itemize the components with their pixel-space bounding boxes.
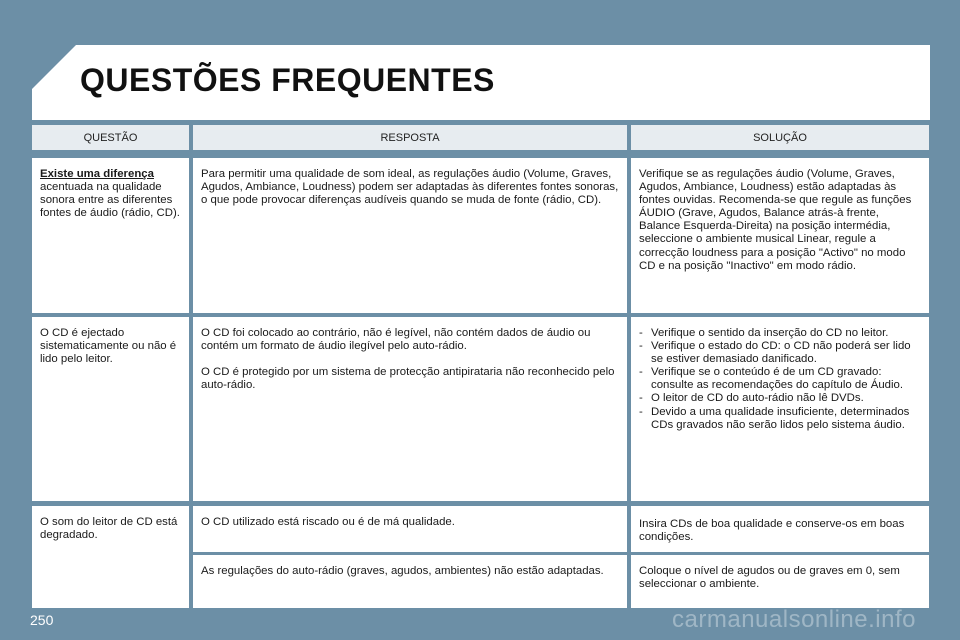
row-1-question-text: acentuada na qualidade sonora entre as diferentes fontes de áudio (rádio, CD).	[40, 181, 180, 220]
row-3-solution-text-1: Insira CDs de boa qualidade e conserve-os em boas condições.	[639, 518, 905, 544]
row-3-answer-text-2: As regulações do auto-rádio (graves, agudos, ambientes) não estão adaptadas.	[201, 565, 604, 577]
header-question: QUESTÃO	[32, 125, 189, 150]
row-1-question-lead: Existe uma diferença	[40, 168, 154, 180]
page-number: 250	[30, 612, 54, 628]
row-2-solution	[631, 317, 929, 501]
list-item: - O leitor de CD do auto-rádio não lê DVDs.	[639, 392, 921, 405]
row-1-answer	[193, 158, 627, 313]
row-3-solution-text-2: Coloque o nível de agudos ou de graves em 0, sem seleccionar o ambiente.	[639, 565, 900, 591]
watermark: carmanualsonline.info	[672, 606, 916, 633]
page-title: QUESTÕES FREQUENTES	[80, 62, 495, 98]
row-2-answer	[193, 317, 627, 501]
row-1-solution-text: Verifique se as regulações áudio (Volume, Graves, Agudos, Ambiance, Loudness) estão adaptadas às fontes ouvidas. Recomenda-se que regule as funções ÁUDIO (Grave, Agudos, Balance atrás-à frente, Balance Esquerda-Direita) na posição intermédia, seleccione o ambiente musical Linear, regule a correcção loudness para a posição "Activo" no modo CD e na posição "Inactivo" em modo rádio.	[639, 168, 912, 272]
row-3-solution-1	[631, 506, 929, 552]
row-2-answer-text-2: O CD é protegido por um sistema de protecção antipirataria não reconhecido pelo auto-rádio.	[201, 366, 615, 392]
row-2-question	[32, 317, 189, 501]
header-solution: SOLUÇÃO	[631, 125, 929, 150]
row-2-question-text: O CD é ejectado sistematicamente ou não é lido pelo leitor.	[40, 327, 177, 366]
row-2-solution-list	[639, 327, 921, 432]
row-2-answer-text-1: O CD foi colocado ao contrário, não é legível, não contém dados de áudio ou contém um formato de áudio ilegível pelo auto-rádio.	[201, 327, 591, 353]
list-item: - Verifique o estado do CD: o CD não poderá ser lido se estiver demasiado danificado.	[639, 340, 921, 366]
row-3-question-text: O som do leitor de CD está degradado.	[40, 516, 178, 542]
row-1-solution	[631, 158, 929, 313]
row-3-solution-2	[631, 555, 929, 608]
header-answer: RESPOSTA	[193, 125, 627, 150]
row-1-question	[32, 158, 189, 313]
row-3-answer-text-1: O CD utilizado está riscado ou é de má qualidade.	[201, 516, 455, 528]
row-3-question	[32, 506, 189, 608]
list-item: - Verifique se o conteúdo é de um CD gravado: consulte as recomendações do capítulo de Áudio.	[639, 366, 921, 392]
row-3-answer-1	[193, 506, 627, 552]
row-3-answer-2	[193, 555, 627, 608]
row-1-answer-text: Para permitir uma qualidade de som ideal, as regulações áudio (Volume, Graves, Agudos, Ambiance, Loudness) podem ser adaptadas às diferentes fontes sonoras, o que pode provocar diferenças audíveis quando se muda de fonte (rádio, CD).	[201, 168, 619, 207]
list-item: - Verifique o sentido da inserção do CD no leitor.	[639, 327, 921, 340]
list-item: - Devido a uma qualidade insuficiente, determinados CDs gravados não serão lidos pelo sistema áudio.	[639, 406, 921, 432]
